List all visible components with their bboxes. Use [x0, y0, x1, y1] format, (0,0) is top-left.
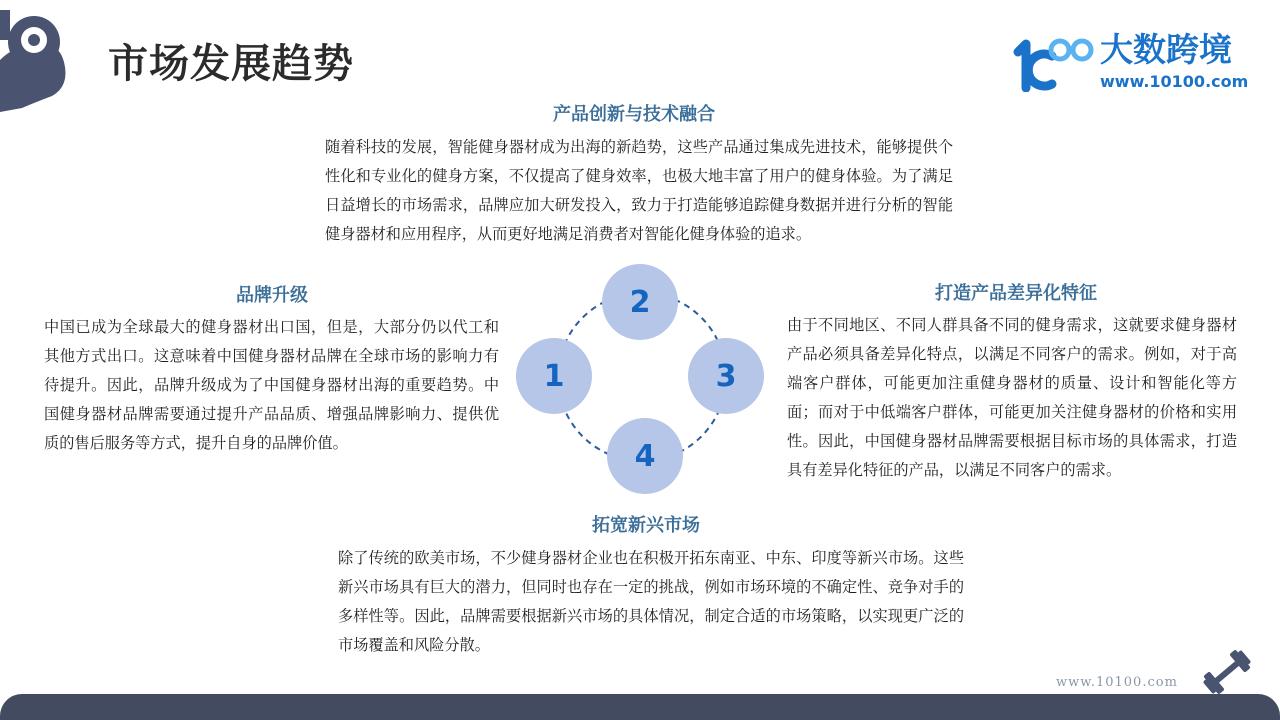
footer-bar	[0, 694, 1280, 720]
brand-name: 大数跨境	[1100, 30, 1232, 69]
section-body-product-innovation: 随着科技的发展，智能健身器材成为出海的新趋势，这些产品通过集成先进技术，能够提供个性化和专业化的健身方案，不仅提高了健身效率，也极大地丰富了用户的健身体验。为了满足日益增长的市场需求，品牌应加大研发投入，致力于打造能够追踪健身数据并进行分析的智能健身器材和应用程序，从而更好地满足消费者对智能化健身体验的追求。	[325, 138, 953, 243]
section-body-brand-upgrade: 中国已成为全球最大的健身器材出口国，但是，大部分仍以代工和其他方式出口。这意味着中国健身器材品牌在全球市场的影响力有待提升。因此，品牌升级成为了中国健身器材出海的重要趋势。中国健身器材品牌需要通过提升产品品质、增强品牌影响力、提供优质的售后服务等方式，提升自身的品牌价值。	[44, 318, 499, 452]
section-heading-brand-upgrade: 品牌升级	[236, 285, 308, 306]
brand-url: www.10100.com	[1100, 72, 1249, 91]
section-body-emerging-markets: 除了传统的欧美市场，不少健身器材企业也在积极开拓东南亚、中东、印度等新兴市场。这些新兴市场具有巨大的潜力，但同时也存在一定的挑战，例如市场环境的不确定性、竞争对手的多样性等。因此，品牌需要根据新兴市场的具体情况，制定合适的市场策略，以实现更广泛的市场覆盖和风险分散。	[338, 549, 964, 654]
corner-logo-icon	[0, 0, 80, 120]
section-heading-emerging-markets: 拓宽新兴市场	[592, 515, 700, 536]
cycle-node-3: 3	[688, 338, 764, 414]
section-heading-product-innovation: 产品创新与技术融合	[553, 104, 715, 125]
dumbbell-icon	[1202, 650, 1252, 694]
cycle-node-4: 4	[607, 418, 683, 494]
section-heading-differentiation: 打造产品差异化特征	[935, 283, 1097, 304]
footer-url: www.10100.com	[1056, 675, 1178, 690]
section-body-differentiation: 由于不同地区、不同人群具备不同的健身需求，这就要求健身器材产品必须具备差异化特点，以满足不同客户的需求。例如，对于高端客户群体，可能更加注重健身器材的质量、设计和智能化等方面；而对于中低端客户群体，可能更加关注健身器材的价格和实用性。因此，中国健身器材品牌需要根据目标市场的具体需求，打造具有差异化特征的产品，以满足不同客户的需求。	[787, 316, 1237, 479]
cycle-diagram	[512, 260, 772, 500]
cycle-node-1: 1	[516, 338, 592, 414]
page-title: 市场发展趋势	[108, 41, 354, 87]
brand-logo	[1012, 30, 1249, 96]
brand-mark-icon	[1012, 34, 1102, 92]
cycle-node-2: 2	[602, 264, 678, 340]
